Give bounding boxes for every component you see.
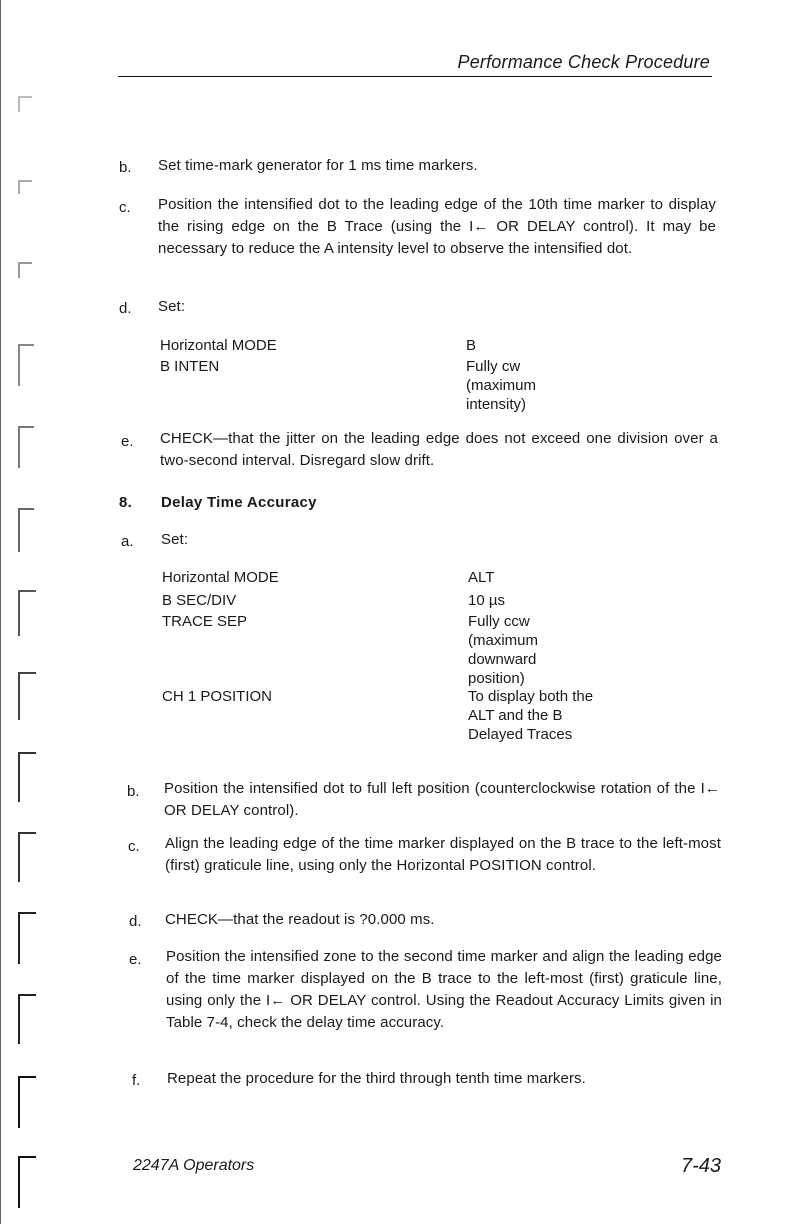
setting-value: Fully cw (maximum intensity) xyxy=(466,358,536,413)
page-number: 7-43 xyxy=(680,1155,721,1177)
step-label: a. xyxy=(121,533,134,550)
step-text: Align the leading edge of the time marker displayed on the B trace to the left-most (first) graticule line, using only the Horizontal POSITION control. xyxy=(165,835,721,874)
setting-value: 10 µs xyxy=(468,592,505,609)
step-label: c. xyxy=(128,838,140,855)
step-label: b. xyxy=(119,159,132,176)
page-header-title: Performance Check Procedure xyxy=(457,52,710,72)
step-text: Set time-mark generator for 1 ms time markers. xyxy=(158,157,478,174)
step-label: e. xyxy=(129,951,142,968)
section-title: Delay Time Accuracy xyxy=(161,494,317,511)
setting-control: B INTEN xyxy=(160,358,220,375)
step-text: Set: xyxy=(161,531,189,548)
step-text: CHECK—that the readout is ?0.000 ms. xyxy=(165,911,435,928)
section-number: 8. xyxy=(119,494,133,511)
step-label: b. xyxy=(127,783,140,800)
step-text: Set: xyxy=(158,298,186,315)
step-label: e. xyxy=(121,433,134,450)
setting-control: CH 1 POSITION xyxy=(162,688,273,705)
step-text: Position the intensified dot to full left position (counterclockwise rotation of the I← OR DELAY control). xyxy=(164,780,720,819)
setting-value: B xyxy=(466,337,477,354)
setting-value: Fully ccw (maximum downward position) xyxy=(468,613,538,687)
step-label: f. xyxy=(132,1072,141,1089)
setting-control: TRACE SEP xyxy=(162,613,248,630)
step-text: Position the intensified zone to the second time marker and align the leading edge of the time marker displayed on the B trace to the left-most (first) graticule line, using only the I← OR DELAY control. Using the Readout Accuracy Limits given in Table 7-4, check the delay time accuracy. xyxy=(166,948,722,1031)
header-rule xyxy=(118,76,712,77)
step-label: d. xyxy=(129,913,142,930)
binding-edge xyxy=(0,0,45,1224)
step-text: Repeat the procedure for the third through tenth time markers. xyxy=(167,1070,586,1087)
setting-control: Horizontal MODE xyxy=(160,337,277,354)
setting-control: B SEC/DIV xyxy=(162,592,237,609)
setting-control: Horizontal MODE xyxy=(162,569,279,586)
step-text: CHECK—that the jitter on the leading edge does not exceed one division over a two-second interval. Disregard slow drift. xyxy=(160,430,718,469)
step-label: c. xyxy=(119,199,131,216)
step-label: d. xyxy=(119,300,132,317)
setting-value: To display both the ALT and the B Delayed Traces xyxy=(468,688,594,743)
footer-manual-title: 2247A Operators xyxy=(133,1157,255,1174)
setting-value: ALT xyxy=(468,569,495,586)
step-text: Position the intensified dot to the leading edge of the 10th time marker to display the rising edge on the B Trace (using the I← OR DELAY control). It may be necessary to reduce the A intensity level to observe the intensified dot. xyxy=(158,196,716,257)
